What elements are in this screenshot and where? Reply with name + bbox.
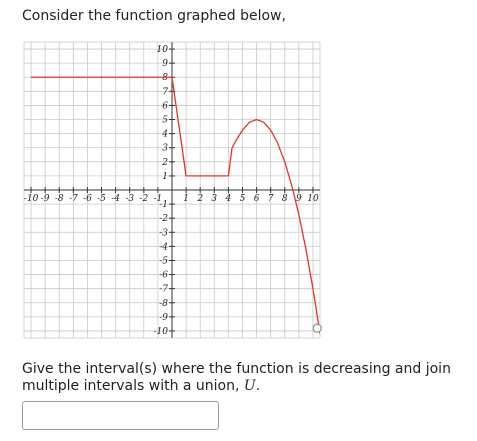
y-tick-label: 10 (156, 45, 168, 56)
x-tick-label: -6 (83, 194, 92, 204)
y-tick-label: -9 (159, 312, 168, 323)
question-text (22, 361, 462, 395)
x-tick-label: -1 (153, 194, 163, 204)
y-tick-label: -4 (159, 242, 168, 253)
y-tick-label: 3 (162, 143, 168, 154)
x-tick-label: -2 (139, 194, 149, 204)
x-tick-label: -3 (125, 194, 135, 204)
x-tick-label: 2 (197, 194, 204, 204)
x-tick-label: -8 (54, 194, 64, 204)
y-tick-label: -6 (159, 270, 168, 281)
y-tick-label: 7 (162, 87, 168, 98)
axes (24, 42, 320, 338)
y-tick-label: 8 (162, 73, 168, 84)
x-tick-label: 3 (211, 194, 218, 204)
open-endpoint (313, 324, 321, 332)
x-tick-label: 1 (183, 194, 189, 204)
x-tick-label: 6 (253, 194, 260, 204)
answer-input[interactable] (22, 401, 219, 430)
x-tick-label: -7 (68, 194, 78, 204)
y-tick-label: 6 (162, 101, 168, 112)
question-body: Give the interval(s) where the function is decreasing and join multiple intervals with a union, (22, 361, 451, 394)
y-tick-label: 1 (162, 171, 168, 182)
problem-prompt: Consider the function graphed below, (22, 8, 286, 24)
x-tick-label: -4 (111, 194, 121, 204)
x-tick-label: 5 (239, 194, 246, 204)
x-tick-label: -9 (40, 194, 50, 204)
y-tick-label: -3 (159, 228, 168, 239)
y-tick-label: -7 (159, 284, 168, 295)
y-tick-label: 2 (162, 157, 168, 168)
union-symbol: U (243, 378, 256, 394)
question-end: . (255, 378, 261, 394)
y-tick-label: 9 (162, 59, 168, 70)
x-tick-label: -10 (23, 194, 39, 204)
x-tick-label: 7 (267, 194, 274, 204)
function-curve (31, 77, 321, 333)
y-tick-label: -10 (153, 326, 168, 337)
x-tick-label: -5 (97, 194, 106, 204)
y-tick-label: -5 (159, 256, 168, 267)
y-tick-label: -8 (159, 298, 168, 309)
y-tick-label: 4 (162, 129, 168, 140)
x-tick-label: 4 (225, 194, 232, 204)
x-tick-label: 9 (295, 194, 302, 204)
function-series-line (31, 77, 320, 333)
y-tick-label: -1 (159, 200, 168, 211)
x-tick-label: 8 (281, 194, 288, 204)
x-tick-label: 10 (307, 194, 319, 204)
y-tick-label: 5 (162, 115, 168, 126)
y-tick-label: -2 (159, 214, 168, 225)
